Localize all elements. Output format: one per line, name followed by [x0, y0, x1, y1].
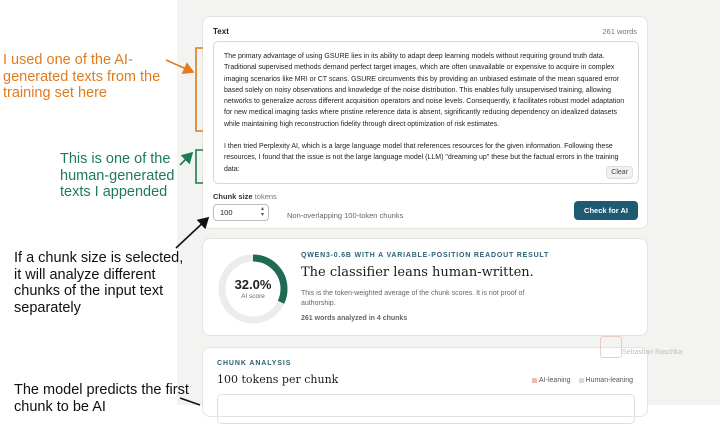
watermark-text: Sebastian Raschka: [622, 349, 683, 356]
chunk-size-label-text: Chunk size: [213, 192, 253, 201]
word-count: 261 words: [602, 27, 637, 36]
annotation-orange: I used one of the AI-generated texts from the training set here: [3, 52, 161, 101]
stepper-arrows-icon[interactable]: ▴ ▾: [260, 206, 264, 218]
analyzed-count: 261 words analyzed in 4 chunks: [301, 315, 408, 322]
annotation-chunk-note: If a chunk size is selected, it will analyze different chunks of the input text separately: [14, 250, 184, 316]
score-percent: 32.0%: [234, 277, 272, 292]
legend-human-label: Human-leaning: [585, 377, 633, 384]
black-arrow-predict: [180, 398, 200, 405]
check-for-ai-button[interactable]: Check for AI: [574, 201, 638, 220]
orange-bracket: [196, 48, 203, 131]
annotation-green: This is one of the human-generated texts I appended: [60, 151, 175, 200]
result-description: This is the token-weighted average of the chunk scores. It is not proof of authorship.: [301, 290, 525, 307]
text-paragraph-2: I then tried Perplexity AI, which is a large language model that references resources for the given information. Following these resources, I found that the issue is not the large language model (LLM) "dreaming up" these but the factual errors in the training data:: [224, 143, 619, 173]
black-arrow-chunk: [176, 218, 208, 248]
chunk-analysis-label: CHUNK ANALYSIS: [217, 360, 292, 367]
model-line: QWEN3-0.6B WITH A VARIABLE-POSITION READOUT RESULT: [301, 252, 550, 259]
verdict: The classifier leans human-written.: [301, 265, 534, 280]
legend-ai-label: AI-leaning: [539, 377, 571, 384]
clear-button[interactable]: Clear: [606, 166, 633, 179]
score-label: AI score: [241, 293, 265, 300]
chunk-size-unit: tokens: [254, 192, 277, 201]
chunk-hint: Non-overlapping 100-token chunks: [287, 211, 404, 220]
green-bracket: [196, 150, 203, 183]
per-chunk-title: 100 tokens per chunk: [217, 373, 339, 386]
annotation-predict-note: The model predicts the first chunk to be AI: [14, 382, 189, 415]
text-paragraph-1: The primary advantage of using GSURE lies in its ability to adapt deep learning models without requiring ground truth data. Traditional supervised methods demand perfect target images, which are often unavailable or expensive to acquire in complex imaging scenarios like MRI or CT scans. GSURE circumvents this by providing an unbiased estimate of the mean squared error based solely on noisy observations and knowledge of the noise distribution. This enables fully unsupervised training, allowing networks to generalize across different acquisition operators and noise levels. Consequently, it facilitates robust model adaptation for new medical imaging tasks where pristine reference data is absent, significantly reducing dependency on idealized datasets while maintaining high reconstruction fidelity through direct optimization of risk estimates.: [224, 53, 625, 128]
green-arrow: [180, 153, 192, 165]
chunk-size-value: 100: [220, 208, 233, 217]
text-card-title: Text: [213, 27, 229, 36]
orange-arrow: [166, 60, 193, 72]
